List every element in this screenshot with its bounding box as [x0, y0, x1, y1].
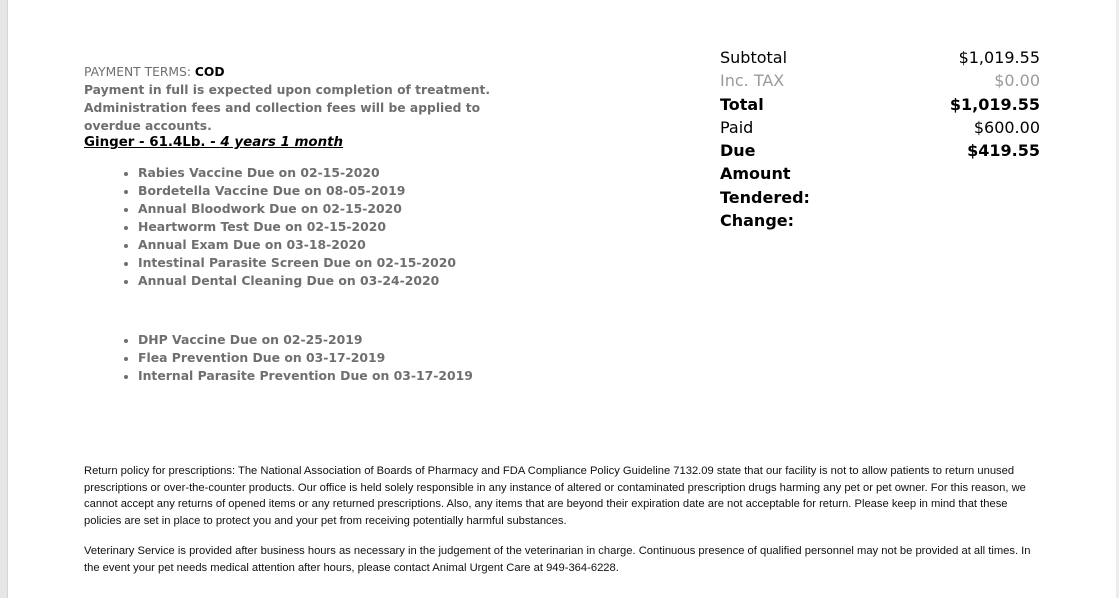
- paid-row: [720, 116, 1040, 139]
- payment-terms-line: [84, 63, 504, 81]
- reminder-item: • Annual Dental Cleaning Due on 03-24-2020: [138, 272, 456, 290]
- paid-label: Paid: [720, 117, 754, 137]
- reminder-item: • Bordetella Vaccine Due on 08-05-2019: [138, 182, 456, 200]
- subtotal-row: [720, 46, 1040, 69]
- tax-row: [720, 69, 1040, 92]
- paid-value: $600.00: [973, 117, 1040, 137]
- change-label: Change:: [720, 211, 795, 231]
- tax-value: $0.00: [994, 71, 1040, 91]
- total-row: [720, 93, 1040, 116]
- payment-policy-line-3: overdue accounts.: [84, 119, 212, 133]
- subtotal-value: $1,019.55: [958, 48, 1040, 67]
- subtotal-label: Subtotal: [720, 48, 788, 67]
- due-label: Due: [720, 141, 756, 161]
- amount-tendered-line-1: Amount: [720, 164, 791, 184]
- reminders-list-overdue: [120, 331, 473, 385]
- return-policy-text: Return policy for prescriptions: The National Association of Boards of Pharmacy and FDA Compliance Policy Guideline 7132.09 state that our facility is not to allow patients to return unused prescriptions or over-the-counter products. Our office is held solely responsible in any instance of altered or contaminated prescription drugs harming any pet or pet owner. For this reason, we cannot accept any returns of opened items or any returned prescriptions. Also, any items that are beyond their expiration date are not acceptable for return. Please keep in mind that these policies are set in place to protect you and your pet from receiving potentially harmful substances.: [84, 465, 1026, 527]
- tax-label: Inc. TAX: [720, 71, 785, 91]
- payment-policy-line-1: Payment in full is expected upon completion of treatment.: [84, 83, 491, 97]
- reminder-item: • Annual Exam Due on 03-18-2020: [138, 236, 456, 254]
- after-hours-text: Veterinary Service is provided after business hours as necessary in the judgement of the veterinarian in charge. Continuous presence of qualified personnel may not be provided at all times. In the event your pet needs medical attention after hours, please contact Animal Urgent Care at 949-364-6228.: [84, 545, 1031, 574]
- patient-age: 4 years 1 month: [220, 135, 344, 150]
- total-label: Total: [720, 94, 764, 114]
- invoice-footer: [84, 463, 1044, 577]
- payment-terms-value: COD: [194, 65, 225, 79]
- reminders-list-upcoming: [120, 164, 456, 290]
- reminder-item: • Flea Prevention Due on 03-17-2019: [138, 349, 473, 367]
- payment-policy-line-2: Administration fees and collection fees will be applied to: [84, 101, 481, 115]
- payment-terms-label: PAYMENT TERMS:: [84, 65, 191, 79]
- patient-name-weight: Ginger - 61.4Lb. -: [84, 135, 221, 150]
- reminder-item: • Intestinal Parasite Screen Due on 02-15-2020: [138, 254, 456, 272]
- amount-tendered-line-2: Tendered:: [720, 187, 810, 207]
- reminder-item: • Heartworm Test Due on 02-15-2020: [138, 218, 456, 236]
- reminder-item: • DHP Vaccine Due on 02-25-2019: [138, 331, 473, 349]
- reminder-item: • Internal Parasite Prevention Due on 03-17-2019: [138, 367, 473, 385]
- total-value: $1,019.55: [949, 94, 1040, 114]
- due-value: $419.55: [967, 141, 1040, 161]
- patient-summary: [84, 135, 343, 150]
- reminder-item: • Annual Bloodwork Due on 02-15-2020: [138, 200, 456, 218]
- invoice-totals: [720, 46, 1040, 232]
- due-row: [720, 139, 1040, 162]
- payment-terms-block: [84, 63, 504, 135]
- amount-tendered-label: [720, 162, 1040, 209]
- page-left-edge: [0, 0, 8, 598]
- reminder-item: • Rabies Vaccine Due on 02-15-2020: [138, 164, 456, 182]
